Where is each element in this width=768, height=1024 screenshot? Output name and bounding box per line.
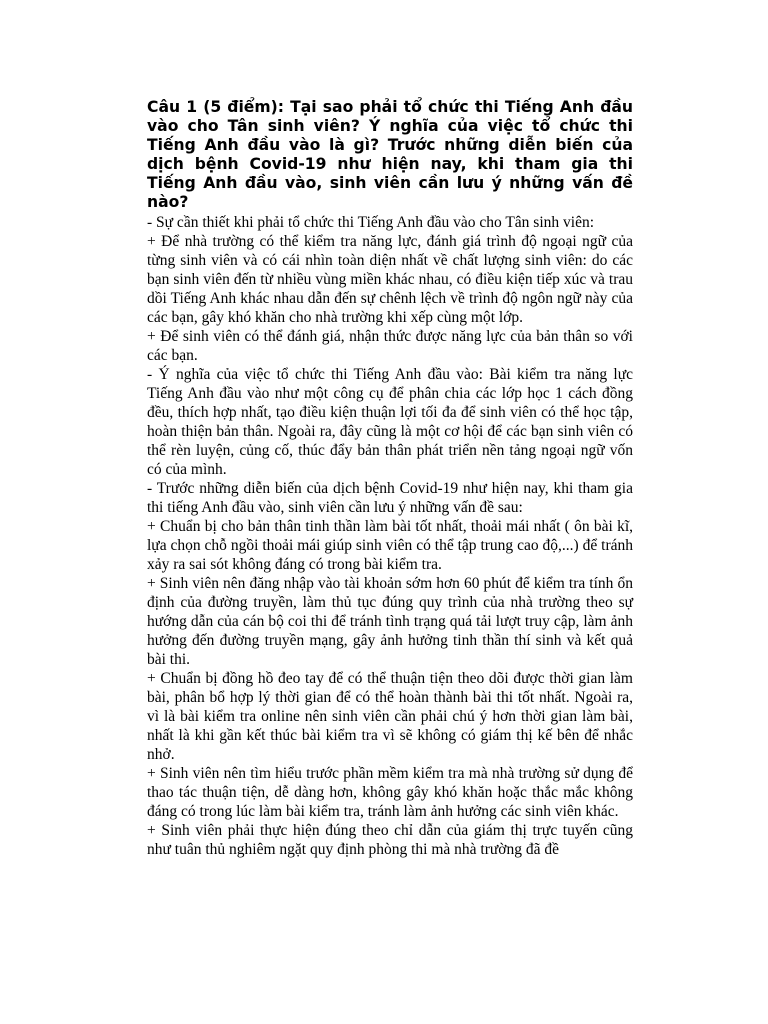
- paragraph-meaning: - Ý nghĩa của việc tổ chức thi Tiếng Anh đầu vào: Bài kiểm tra năng lực Tiếng Anh đầu vào như một công cụ để phân chia các lớp học 1 cách đồng đều, thích hợp nhất, tạo điều kiện thuận lợi tối đa để sinh viên có thể học tập, hoàn thiện bản thân. Ngoài ra, đây cũng là một cơ hội để các bạn sinh viên có thể rèn luyện, củng cố, thúc đẩy bản thân phát triển nền tảng ngoại ngữ vốn có của mình.: [147, 366, 633, 478]
- question-heading: Câu 1 (5 điểm): Tại sao phải tổ chức thi Tiếng Anh đầu vào cho Tân sinh viên? Ý nghĩa của việc tổ chức thi Tiếng Anh đầu vào là gì? Trước những diễn biến của dịch bệnh Covid-19 như hiện nay, khi tham gia thi Tiếng Anh đầu vào, sinh viên cần lưu ý những vấn đề nào?: [147, 98, 633, 211]
- paragraph-necessity-student: + Để sinh viên có thể đánh giá, nhận thức được năng lực của bản thân so với các bạn.: [147, 328, 633, 364]
- paragraph-covid-rules: + Sinh viên phải thực hiện đúng theo chỉ dẫn của giám thị trực tuyến cũng như tuân thủ nghiêm ngặt quy định phòng thi mà nhà trường đã đề: [147, 822, 633, 858]
- paragraph-covid-login: + Sinh viên nên đăng nhập vào tài khoản sớm hơn 60 phút để kiểm tra tính ổn định của đường truyền, làm thủ tục đúng quy trình của nhà trường theo sự hướng dẫn của cán bộ coi thi để tránh tình trạng quá tải lượt truy cập, làm ảnh hưởng đến đường truyền mạng, gây ảnh hưởng tinh thần thí sinh và kết quả bài thi.: [147, 575, 633, 668]
- paragraph-necessity-intro: - Sự cần thiết khi phải tổ chức thi Tiếng Anh đầu vào cho Tân sinh viên:: [147, 214, 595, 231]
- paragraph-covid-software: + Sinh viên nên tìm hiểu trước phần mềm kiểm tra mà nhà trường sử dụng để thao tác thuận tiện, dễ dàng hơn, không gây khó khăn hoặc thắc mắc không đáng có trong lúc làm bài kiểm tra, tránh làm ảnh hưởng các sinh viên khác.: [147, 765, 633, 820]
- paragraph-necessity-school: + Để nhà trường có thể kiểm tra năng lực, đánh giá trình độ ngoại ngữ của từng sinh viên và có cái nhìn toàn diện nhất về chất lượng sinh viên: do các bạn sinh viên đến từ nhiều vùng miền khác nhau, có điều kiện tiếp xúc và trau dồi Tiếng Anh khác nhau dẫn đến sự chênh lệch về trình độ ngôn ngữ này của các bạn, gây khó khăn cho nhà trường khi xếp cùng một lớp.: [147, 233, 633, 326]
- paragraph-covid-preparation: + Chuẩn bị cho bản thân tinh thần làm bài tốt nhất, thoải mái nhất ( ôn bài kĩ, lựa chọn chỗ ngồi thoải mái giúp sinh viên có thể tập trung cao độ,...) để tránh xảy ra sai sót không đáng có trong bài kiểm tra.: [147, 518, 633, 573]
- document-page: [147, 98, 633, 859]
- paragraph-covid-watch: + Chuẩn bị đồng hồ đeo tay để có thể thuận tiện theo dõi được thời gian làm bài, phân bổ hợp lý thời gian để có thể hoàn thành bài thi tốt nhất. Ngoài ra, vì là bài kiểm tra online nên sinh viên cần phải chú ý hơn thời gian làm bài, nhất là khi gần kết thúc bài kiểm tra vì sẽ không có giám thị kế bên để nhắc nhở.: [147, 670, 633, 763]
- paragraph-covid-intro: - Trước những diễn biến của dịch bệnh Covid-19 như hiện nay, khi tham gia thi tiếng Anh đầu vào, sinh viên cần lưu ý những vấn đề sau:: [147, 480, 633, 516]
